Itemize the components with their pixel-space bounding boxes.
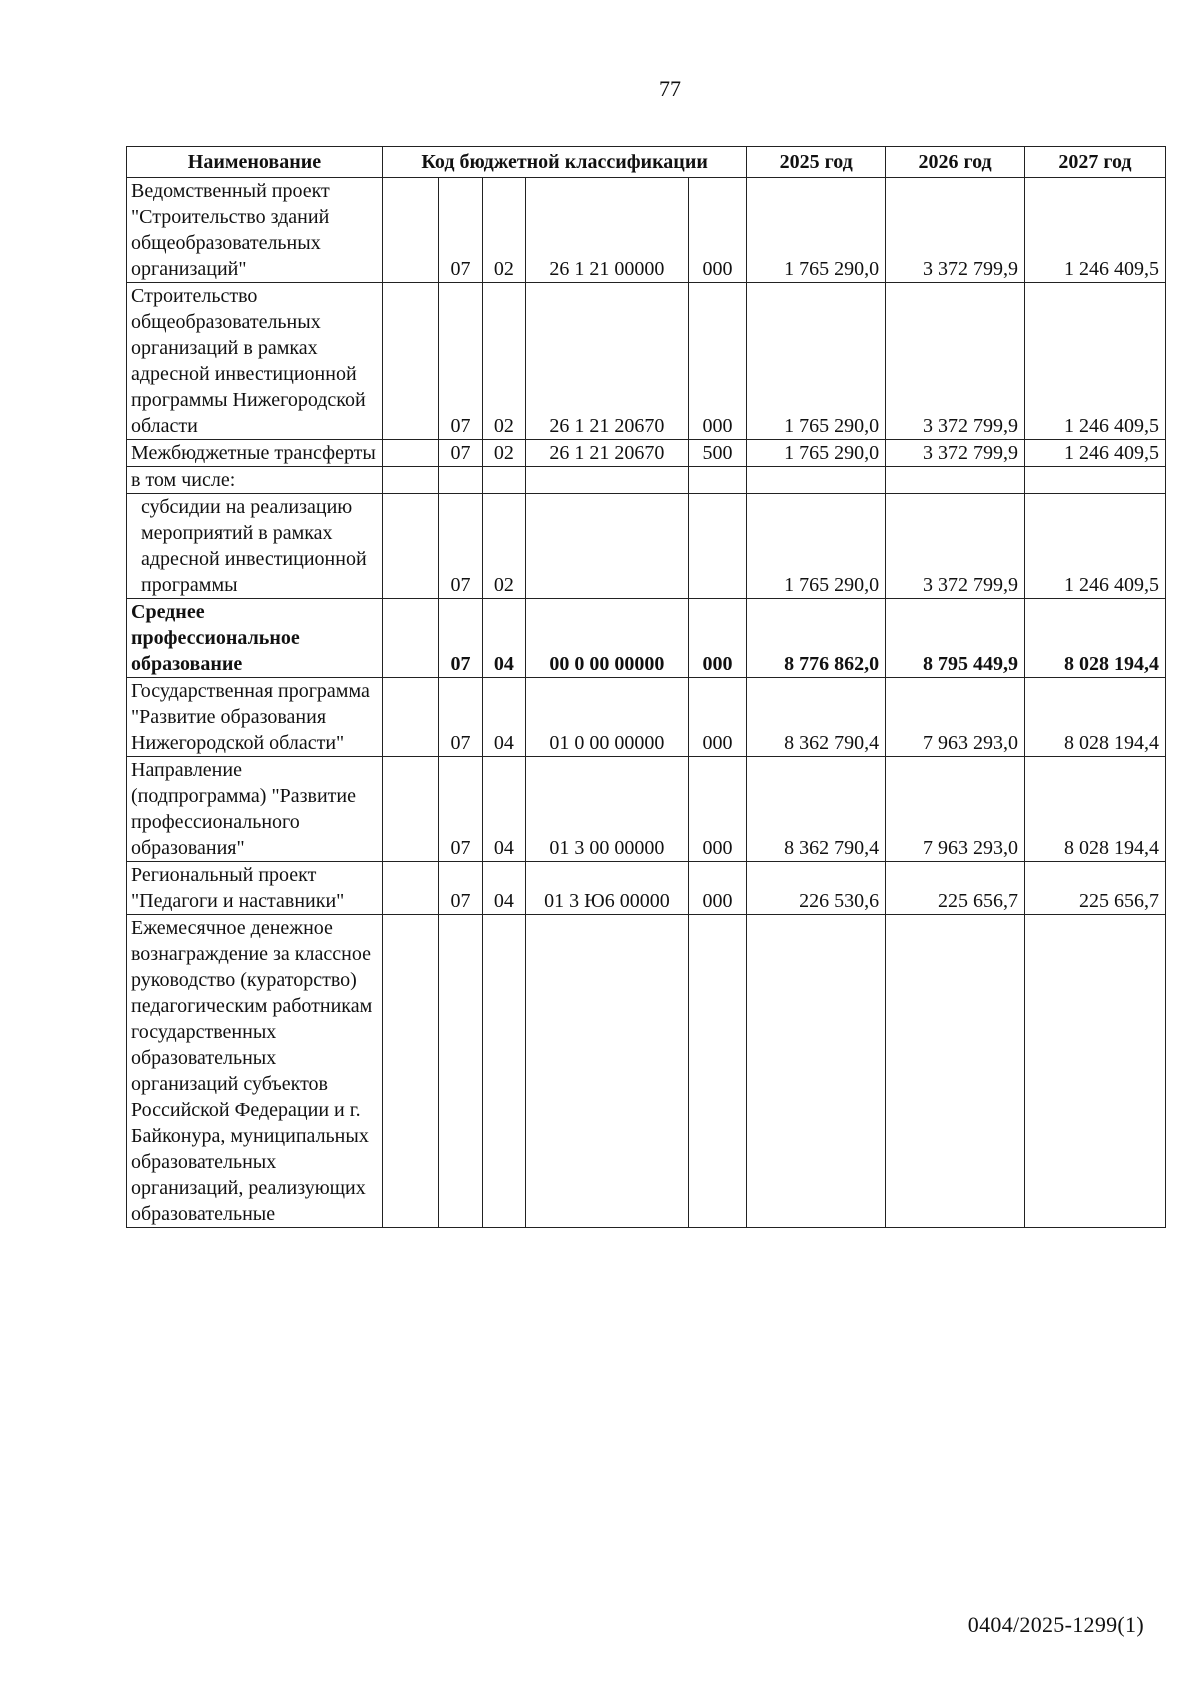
header-2027: 2027 год bbox=[1024, 147, 1165, 178]
row-code-type: 000 bbox=[688, 678, 747, 757]
row-code-type: 500 bbox=[688, 440, 747, 467]
table-row bbox=[127, 862, 1166, 915]
row-value-2027: 1 246 409,5 bbox=[1024, 283, 1165, 440]
row-value-2025: 1 765 290,0 bbox=[747, 440, 886, 467]
row-name: Ведомственный проект "Строительство зданий общеобразовательных организаций" bbox=[127, 178, 383, 283]
table-row bbox=[127, 283, 1166, 440]
row-value-2027: 225 656,7 bbox=[1024, 862, 1165, 915]
row-code-target bbox=[526, 915, 689, 1228]
row-name: Ежемесячное денежное вознаграждение за классное руководство (кураторство) педагогическим работникам государственных образовательных организаций субъектов Российской Федерации и г. Байконура, муниципальных образовательных организаций, реализующих образовательные bbox=[127, 915, 383, 1228]
row-name: в том числе: bbox=[127, 467, 383, 494]
row-value-2025: 1 765 290,0 bbox=[747, 178, 886, 283]
row-code-subsection: 02 bbox=[482, 494, 525, 599]
table-row bbox=[127, 467, 1166, 494]
row-value-2027 bbox=[1024, 467, 1165, 494]
row-code-type: 000 bbox=[688, 178, 747, 283]
row-code-type bbox=[688, 915, 747, 1228]
row-code-type bbox=[688, 494, 747, 599]
row-code-subsection bbox=[482, 915, 525, 1228]
row-code-target bbox=[526, 467, 689, 494]
table-row bbox=[127, 178, 1166, 283]
row-code-target: 01 3 Ю6 00000 bbox=[526, 862, 689, 915]
row-name: субсидии на реализацию мероприятий в рамках адресной инвестиционной программы bbox=[127, 494, 383, 599]
row-value-2026: 3 372 799,9 bbox=[886, 283, 1025, 440]
row-value-2025 bbox=[747, 915, 886, 1228]
row-code-section bbox=[439, 467, 482, 494]
row-code-type: 000 bbox=[688, 757, 747, 862]
row-value-2026 bbox=[886, 915, 1025, 1228]
row-value-2027: 1 246 409,5 bbox=[1024, 178, 1165, 283]
row-value-2027: 8 028 194,4 bbox=[1024, 757, 1165, 862]
row-code-target: 26 1 21 20670 bbox=[526, 440, 689, 467]
table-row bbox=[127, 678, 1166, 757]
header-2026: 2026 год bbox=[886, 147, 1025, 178]
row-code-0 bbox=[382, 467, 438, 494]
row-value-2025: 1 765 290,0 bbox=[747, 283, 886, 440]
row-code-0 bbox=[382, 599, 438, 678]
header-code: Код бюджетной классификации bbox=[382, 147, 746, 178]
row-code-type: 000 bbox=[688, 599, 747, 678]
row-code-section: 07 bbox=[439, 862, 482, 915]
header-2025: 2025 год bbox=[747, 147, 886, 178]
row-code-subsection: 04 bbox=[482, 757, 525, 862]
row-code-subsection: 02 bbox=[482, 178, 525, 283]
row-name: Направление (подпрограмма) "Развитие профессионального образования" bbox=[127, 757, 383, 862]
row-code-subsection: 04 bbox=[482, 862, 525, 915]
row-code-type: 000 bbox=[688, 862, 747, 915]
row-code-subsection bbox=[482, 467, 525, 494]
row-code-subsection: 02 bbox=[482, 283, 525, 440]
row-code-target bbox=[526, 494, 689, 599]
row-name: Строительство общеобразовательных организаций в рамках адресной инвестиционной программы Нижегородской области bbox=[127, 283, 383, 440]
row-value-2025: 8 362 790,4 bbox=[747, 757, 886, 862]
row-code-target: 26 1 21 00000 bbox=[526, 178, 689, 283]
row-value-2026: 3 372 799,9 bbox=[886, 178, 1025, 283]
row-code-0 bbox=[382, 440, 438, 467]
row-code-0 bbox=[382, 862, 438, 915]
row-value-2026: 225 656,7 bbox=[886, 862, 1025, 915]
row-value-2026 bbox=[886, 467, 1025, 494]
row-code-section: 07 bbox=[439, 494, 482, 599]
row-code-0 bbox=[382, 494, 438, 599]
row-value-2026: 3 372 799,9 bbox=[886, 440, 1025, 467]
row-code-section bbox=[439, 915, 482, 1228]
row-name: Региональный проект "Педагоги и наставники" bbox=[127, 862, 383, 915]
row-value-2027: 1 246 409,5 bbox=[1024, 440, 1165, 467]
header-name: Наименование bbox=[127, 147, 383, 178]
row-value-2025: 1 765 290,0 bbox=[747, 494, 886, 599]
table-row bbox=[127, 757, 1166, 862]
row-value-2026: 3 372 799,9 bbox=[886, 494, 1025, 599]
row-code-type: 000 bbox=[688, 283, 747, 440]
row-code-0 bbox=[382, 757, 438, 862]
row-code-0 bbox=[382, 678, 438, 757]
row-name: Государственная программа "Развитие образования Нижегородской области" bbox=[127, 678, 383, 757]
row-name: Среднее профессиональное образование bbox=[127, 599, 383, 678]
row-code-section: 07 bbox=[439, 599, 482, 678]
table-row bbox=[127, 915, 1166, 1228]
row-value-2027: 8 028 194,4 bbox=[1024, 678, 1165, 757]
row-code-0 bbox=[382, 283, 438, 440]
row-code-subsection: 02 bbox=[482, 440, 525, 467]
budget-table bbox=[126, 146, 1166, 1228]
row-code-target: 26 1 21 20670 bbox=[526, 283, 689, 440]
row-code-0 bbox=[382, 915, 438, 1228]
row-value-2026: 7 963 293,0 bbox=[886, 678, 1025, 757]
row-value-2027: 1 246 409,5 bbox=[1024, 494, 1165, 599]
row-code-subsection: 04 bbox=[482, 599, 525, 678]
row-value-2025: 8 776 862,0 bbox=[747, 599, 886, 678]
row-code-subsection: 04 bbox=[482, 678, 525, 757]
row-value-2027 bbox=[1024, 915, 1165, 1228]
table-row bbox=[127, 494, 1166, 599]
row-value-2026: 8 795 449,9 bbox=[886, 599, 1025, 678]
row-code-target: 00 0 00 00000 bbox=[526, 599, 689, 678]
row-code-section: 07 bbox=[439, 283, 482, 440]
row-value-2025: 8 362 790,4 bbox=[747, 678, 886, 757]
row-code-target: 01 0 00 00000 bbox=[526, 678, 689, 757]
row-code-type bbox=[688, 467, 747, 494]
row-value-2025: 226 530,6 bbox=[747, 862, 886, 915]
row-code-0 bbox=[382, 178, 438, 283]
row-code-section: 07 bbox=[439, 440, 482, 467]
row-code-section: 07 bbox=[439, 678, 482, 757]
row-code-section: 07 bbox=[439, 178, 482, 283]
document-id: 0404/2025-1299(1) bbox=[967, 1612, 1144, 1637]
row-value-2025 bbox=[747, 467, 886, 494]
row-value-2026: 7 963 293,0 bbox=[886, 757, 1025, 862]
row-name: Межбюджетные трансферты bbox=[127, 440, 383, 467]
page-number: 77 bbox=[659, 76, 681, 101]
table-row bbox=[127, 599, 1166, 678]
row-code-section: 07 bbox=[439, 757, 482, 862]
table-row bbox=[127, 440, 1166, 467]
row-code-target: 01 3 00 00000 bbox=[526, 757, 689, 862]
table-header-row bbox=[127, 147, 1166, 178]
row-value-2027: 8 028 194,4 bbox=[1024, 599, 1165, 678]
